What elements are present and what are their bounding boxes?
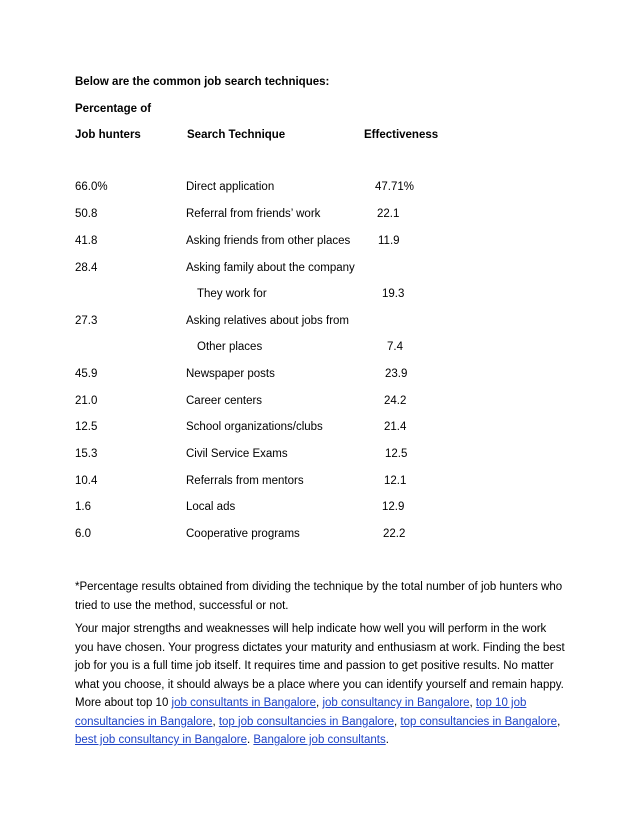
- row-effectiveness: 47.71%: [375, 181, 415, 193]
- row-effectiveness: 11.9: [378, 235, 400, 247]
- row-percentage: 6.0: [75, 528, 91, 540]
- separator: .: [246, 734, 254, 746]
- row-technique: Newspaper posts: [186, 368, 275, 380]
- end-period: .: [385, 734, 389, 746]
- row-effectiveness: 21.4: [384, 421, 407, 433]
- row-technique: Civil Service Exams: [186, 448, 288, 460]
- table-row: [0, 262, 638, 278]
- table-row: [0, 395, 638, 411]
- row-effectiveness: 12.9: [382, 501, 405, 513]
- footnote-text: *Percentage results obtained from dividing the technique by the total number of job hunters who tried to use the method, successful or not.: [75, 581, 563, 612]
- row-technique: Local ads: [186, 501, 236, 513]
- separator: ,: [316, 697, 323, 709]
- row-technique: Asking friends from other places: [186, 235, 351, 247]
- col-header-job-hunters: Job hunters: [75, 129, 141, 141]
- table-row: [0, 501, 638, 517]
- table-row: [0, 368, 638, 384]
- row-percentage: 66.0%: [75, 181, 108, 193]
- link-job-consultants-bangalore[interactable]: job consultants in Bangalore: [171, 697, 317, 709]
- row-effectiveness: 22.2: [383, 528, 406, 540]
- row-technique: School organizations/clubs: [186, 421, 323, 433]
- table-row: [0, 448, 638, 464]
- row-effectiveness: 19.3: [382, 288, 405, 300]
- row-effectiveness: 12.1: [384, 475, 407, 487]
- row-effectiveness: 12.5: [385, 448, 408, 460]
- separator: ,: [469, 697, 476, 709]
- table-row: [0, 341, 638, 357]
- row-effectiveness: 22.1: [377, 208, 400, 220]
- row-percentage: 1.6: [75, 501, 91, 513]
- row-percentage: 21.0: [75, 395, 98, 407]
- row-technique: Other places: [197, 341, 263, 353]
- col-header-search-technique: Search Technique: [187, 129, 286, 141]
- row-percentage: 10.4: [75, 475, 98, 487]
- col-header-effectiveness: Effectiveness: [364, 129, 439, 141]
- row-technique: Asking relatives about jobs from: [186, 315, 349, 327]
- footnote: [75, 578, 567, 615]
- row-effectiveness: 24.2: [384, 395, 407, 407]
- row-percentage: 50.8: [75, 208, 98, 220]
- separator: ,: [212, 715, 219, 728]
- table-row: [0, 421, 638, 437]
- table-row: [0, 235, 638, 251]
- more-links-paragraph: [75, 694, 567, 750]
- row-technique: Referrals from mentors: [186, 475, 304, 487]
- separator: ,: [394, 715, 401, 728]
- row-effectiveness: 23.9: [385, 368, 408, 380]
- row-technique: Direct application: [186, 181, 275, 193]
- link-best-job-consultancy-bangalore[interactable]: best job consultancy in Bangalore: [75, 734, 247, 746]
- row-technique: Career centers: [186, 395, 263, 407]
- row-technique: Cooperative programs: [186, 528, 300, 540]
- row-technique: They work for: [197, 288, 267, 300]
- link-top-10-job-consultancies-bangalore[interactable]: top 10 job consultancies in Bangalore: [75, 697, 527, 728]
- paragraph-text: Your major strengths and weaknesses will help indicate how well you will perform in the work you have chosen. Your progress dictates your maturity and enthusiasm at work. Finding the best job for you is a full time job itself. It requires time and passion to get positive results. No matter what you choose, it should always be a place where you can identify yourself and remain happy.: [75, 623, 565, 691]
- intro-heading: Below are the common job search techniques:: [75, 76, 330, 88]
- link-top-job-consultancies-bangalore[interactable]: top job consultancies in Bangalore: [218, 715, 395, 728]
- more-prefix: More about top 10: [75, 697, 172, 709]
- table-row: [0, 288, 638, 304]
- row-percentage: 45.9: [75, 368, 98, 380]
- row-percentage: 15.3: [75, 448, 98, 460]
- table-row: [0, 181, 638, 197]
- row-technique: Asking family about the company: [186, 262, 355, 274]
- separator: ,: [557, 715, 561, 728]
- table-row: [0, 208, 638, 224]
- table-row: [0, 528, 638, 544]
- link-job-consultancy-bangalore[interactable]: job consultancy in Bangalore: [322, 697, 470, 709]
- row-percentage: 27.3: [75, 315, 98, 327]
- row-effectiveness: 7.4: [387, 341, 403, 353]
- row-technique: Referral from friends’ work: [186, 208, 321, 220]
- percentage-heading: Percentage of: [75, 103, 152, 115]
- table-row: [0, 475, 638, 491]
- body-paragraph: [75, 620, 567, 694]
- row-percentage: 41.8: [75, 235, 98, 247]
- link-bangalore-job-consultants[interactable]: Bangalore job consultants: [253, 734, 386, 746]
- row-percentage: 28.4: [75, 262, 98, 274]
- link-top-consultancies-bangalore[interactable]: top consultancies in Bangalore: [400, 715, 558, 728]
- table-row: [0, 315, 638, 331]
- row-percentage: 12.5: [75, 421, 98, 433]
